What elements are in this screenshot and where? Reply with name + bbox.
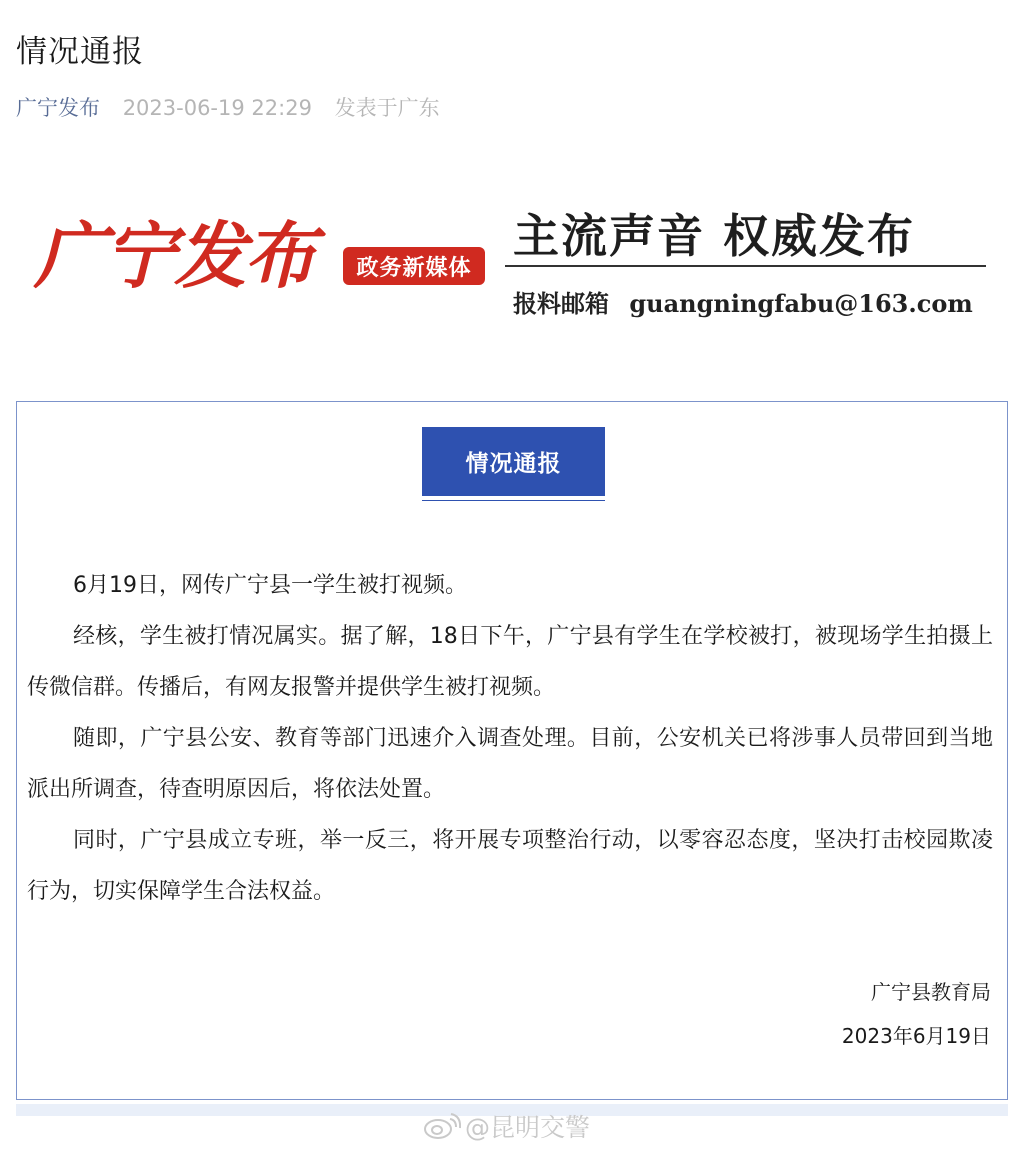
report-email-label: 报料邮箱 bbox=[513, 289, 609, 318]
weibo-icon bbox=[423, 1113, 461, 1139]
notice-header: 情况通报 bbox=[422, 427, 605, 496]
report-email-address: guangningfabu@163.com bbox=[629, 289, 973, 318]
publish-time: 2023-06-19 22:29 bbox=[122, 96, 312, 120]
notice-paragraph: 随即，广宁县公安、教育等部门迅速介入调查处理。目前，公安机关已将涉事人员带回到当地派出所调查，待查明原因后，将依法处置。 bbox=[27, 726, 993, 802]
notice-paragraph: 6月19日，网传广宁县一学生被打视频。 bbox=[73, 573, 467, 598]
account-banner bbox=[0, 190, 1024, 330]
publish-location: 发表于广东 bbox=[334, 96, 440, 120]
account-name-link[interactable]: 广宁发布 bbox=[16, 96, 100, 120]
notice-frame bbox=[16, 401, 1008, 1100]
gov-media-badge: 政务新媒体 bbox=[343, 247, 485, 285]
notice-header-underline bbox=[422, 500, 605, 501]
notice-signer: 广宁县教育局 bbox=[871, 980, 991, 1004]
banner-slogan: 主流声音 权威发布 bbox=[513, 209, 916, 263]
notice-signature bbox=[842, 970, 991, 1058]
notice-body bbox=[27, 560, 993, 917]
notice-paragraph: 同时，广宁县成立专班，举一反三，将开展专项整治行动，以零容忍态度，坚决打击校园欺凌行为，切实保障学生合法权益。 bbox=[27, 828, 993, 904]
watermark-text: @昆明交警 bbox=[465, 1113, 591, 1142]
article-title: 情况通报 bbox=[16, 34, 144, 70]
brand-logo-text: 广宁发布 bbox=[34, 214, 315, 298]
notice-paragraph: 经核，学生被打情况属实。据了解，18日下午，广宁县有学生在学校被打，被现场学生拍摄上传微信群。传播后，有网友报警并提供学生被打视频。 bbox=[27, 624, 993, 700]
notice-date: 2023年6月19日 bbox=[841, 1024, 991, 1048]
article-meta bbox=[16, 92, 440, 122]
banner-divider bbox=[505, 265, 986, 267]
report-email-line bbox=[513, 284, 973, 319]
weibo-watermark bbox=[423, 1108, 590, 1144]
